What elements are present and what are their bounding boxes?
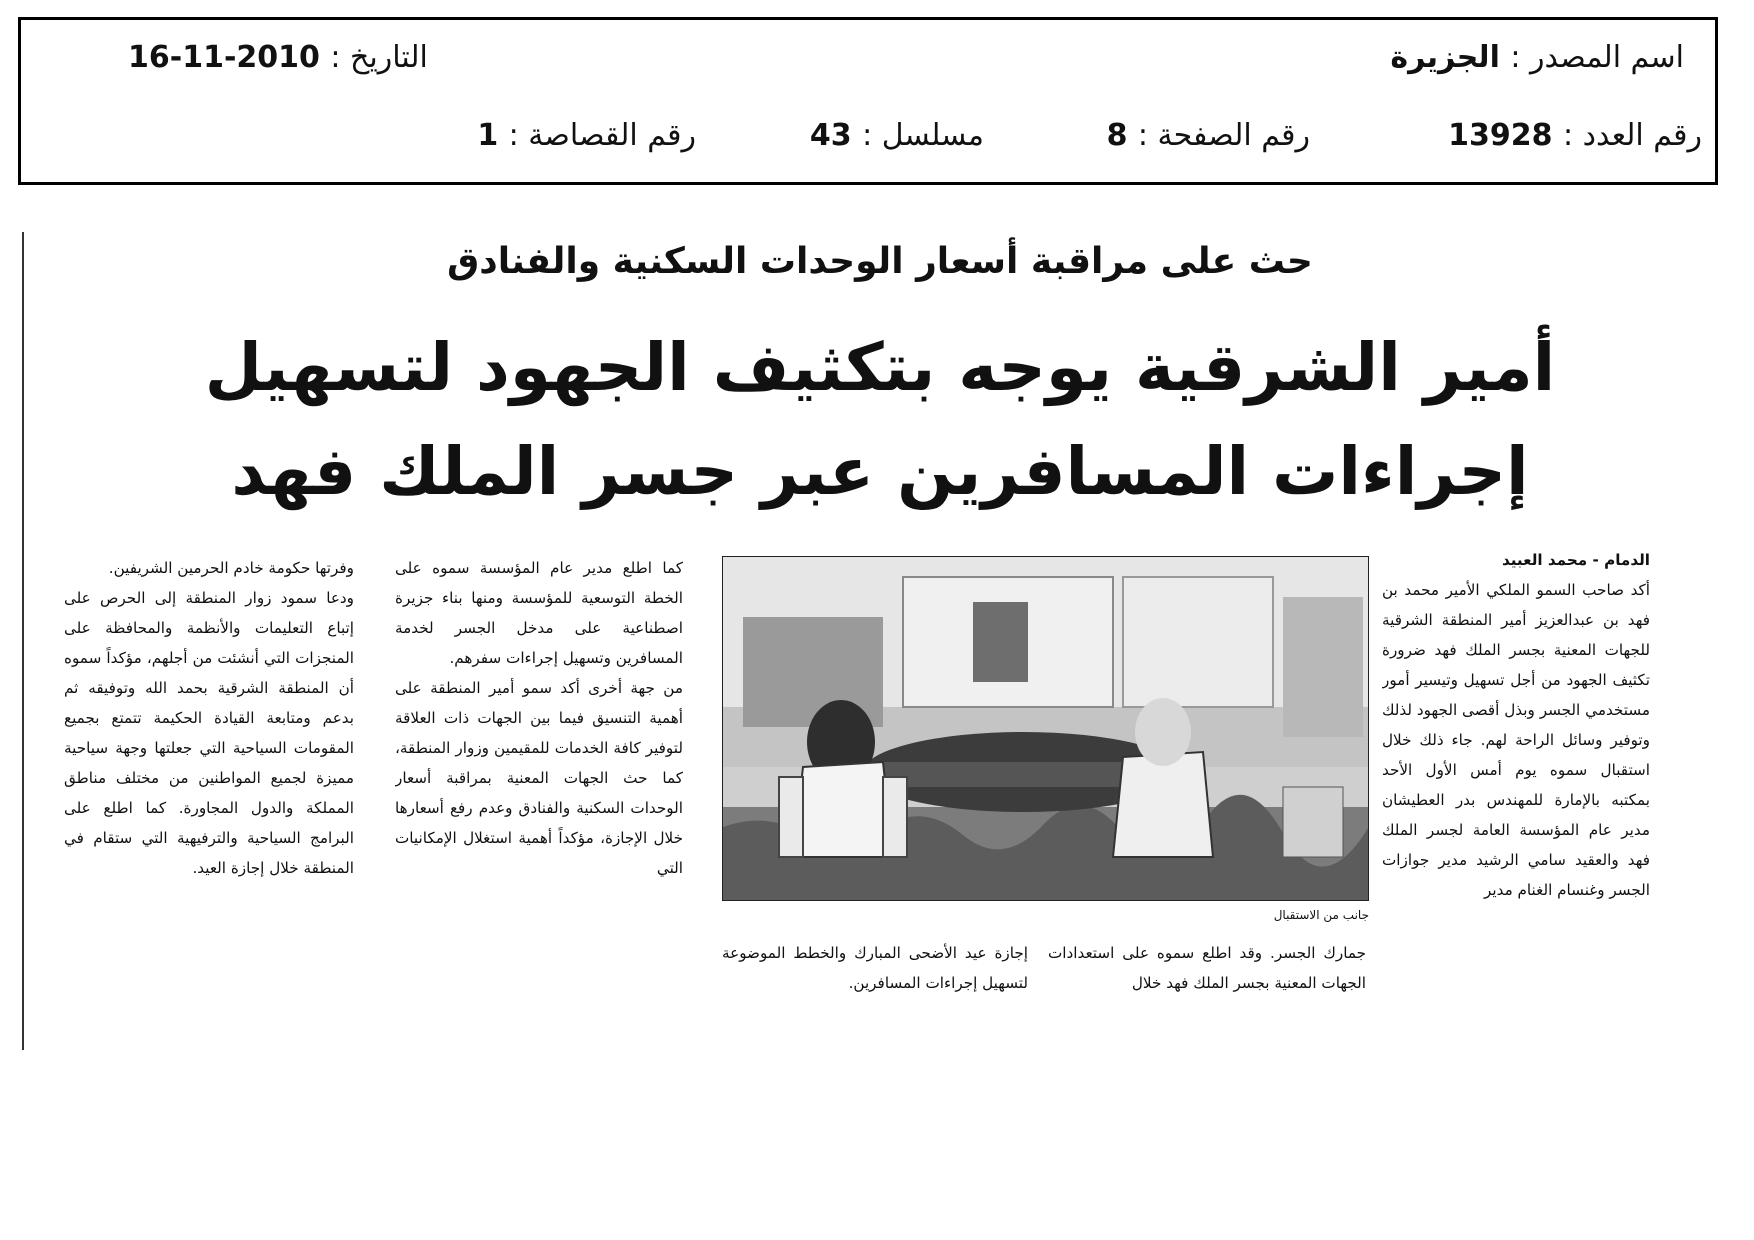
article-column-4 [395, 553, 683, 1023]
issue-field [1448, 118, 1702, 154]
column-5-paragraph-2: ودعا سمود زوار المنطقة إلى الحرص على إتباع التعليمات والأنظمة والمحافظة على المنجزات التي أنشئت من أجلهم، مؤكداً سموه أن المنطقة الشرقية بحمد الله وتوفيقه ثم بدعم ومتابعة القيادة الحكيمة تتمتع بجميع المقومات السياحية التي جعلتها وجهة سياحية مميزة لجميع المواطنين من مختلف مناطق المملكة والدول المجاورة. كما اطلع على البرامج السياحية والترفيهية التي ستقام في المنطقة خلال إجازة العيد. [64, 589, 354, 877]
headline-line-1: أمير الشرقية يوجه بتكثيف الجهود لتسهيل [204, 329, 1556, 406]
column-4-paragraph-2: من جهة أخرى أكد سمو أمير المنطقة على أهمية التنسيق فيما بين الجهات ذات العلاقة لتوفير كافة الخدمات للمقيمين وزوار المنطقة، كما حث الجهات المعنية بمراقبة أسعار الوحدات السكنية والفنادق وعدم رفع أسعارها خلال الإجازة، مؤكداً أهمية استغلال الإمكانيات التي [395, 679, 683, 877]
article-column-3 [722, 938, 1028, 1028]
date-field [128, 40, 428, 76]
serial-field [810, 118, 984, 154]
article-column-2 [1048, 938, 1366, 1028]
left-margin-rule [22, 232, 24, 1050]
column-3-text: إجازة عيد الأضحى المبارك والخطط الموضوعة لتسهيل إجراءات المسافرين. [722, 944, 1028, 992]
column-1-text: أكد صاحب السمو الملكي الأمير محمد بن فهد بن عبدالعزيز أمير المنطقة الشرقية للجهات المعنية بجسر الملك فهد ضرورة تكثيف الجهود من أجل تسهيل وتيسير أمور مستخدمي الجسر وبذل أقصى الجهود لذلك وتوفير وسائل الراحة لهم. جاء ذلك خلال استقبال سموه يوم أمس الأول الأحد بمكتبه بالإمارة للمهندس بدر العطيشان مدير عام المؤسسة العامة لجسر الملك فهد والعقيد سامي الرشيد مدير جوازات الجسر وغنسام الغنام مدير [1382, 581, 1650, 899]
page-field [1107, 118, 1310, 154]
serial-value: 43 [809, 118, 852, 153]
serial-label: مسلسل : [862, 118, 984, 153]
page-value: 8 [1106, 118, 1128, 153]
clip-label: رقم القصاصة : [508, 118, 696, 153]
column-4-paragraph-1: كما اطلع مدير عام المؤسسة سموه على الخطة التوسعية للمؤسسة ومنها بناء جزيرة اصطناعية على مدخل الجسر لخدمة المسافرين وتسهيل إجراءات سفرهم. [395, 559, 683, 667]
clip-field [477, 118, 696, 154]
page-label: رقم الصفحة : [1137, 118, 1310, 153]
source-field [1390, 40, 1684, 76]
reception-photo [722, 556, 1369, 901]
photo-caption: جانب من الاستقبال [1273, 908, 1369, 922]
headline-line-2: إجراءات المسافرين عبر جسر الملك فهد [231, 433, 1529, 510]
date-label: التاريخ : [330, 40, 428, 75]
issue-label: رقم العدد : [1562, 118, 1702, 153]
byline: الدمام - محمد العبيد [1501, 551, 1650, 569]
issue-value: 13928 [1448, 118, 1553, 153]
column-5-paragraph-1: وفرتها حكومة خادم الحرمين الشريفين. [108, 559, 354, 577]
article-kicker: حث على مراقبة أسعار الوحدات السكنية والفنادق [447, 241, 1313, 282]
article-column-5 [64, 553, 354, 1023]
date-value: 2010-11-16 [128, 40, 320, 75]
clip-value: 1 [477, 118, 499, 153]
source-value: الجزيرة [1390, 40, 1500, 75]
article-column-1 [1382, 545, 1650, 1023]
column-2-text: جمارك الجسر. وقد اطلع سموه على استعدادات الجهات المعنية بجسر الملك فهد خلال [1048, 944, 1366, 992]
photo-illustration [723, 557, 1369, 901]
source-label: اسم المصدر : [1510, 40, 1684, 75]
